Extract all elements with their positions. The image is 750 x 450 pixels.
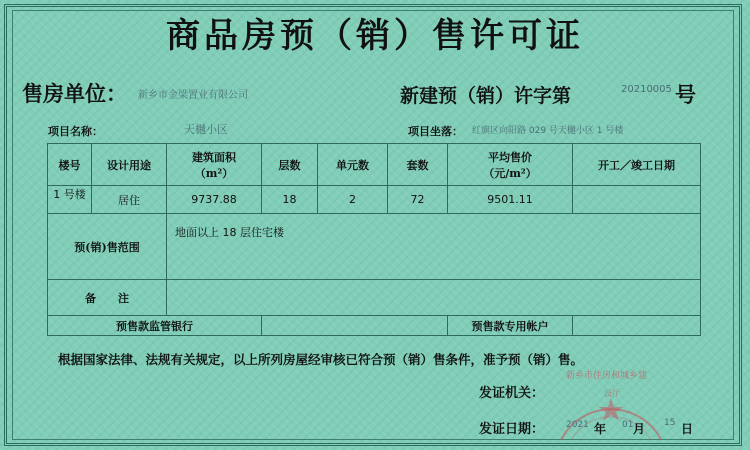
certificate-title: 商品房预（销）售许可证 — [166, 16, 584, 56]
permit-number-prefix: 新建预（销）许字第 — [400, 85, 572, 107]
seller-value: 新乡市金梁置业有限公司 — [138, 90, 248, 101]
header-area-line1: 建筑面积 — [192, 150, 236, 164]
header-design-use: 设计用途 — [92, 144, 167, 186]
header-floors: 层数 — [262, 144, 318, 186]
escrow-account-value — [573, 316, 701, 336]
header-price-line2: （元/m²） — [483, 166, 537, 180]
project-location-label: 项目坐落： — [408, 125, 463, 138]
remarks-row — [48, 280, 701, 316]
presale-scope-row — [48, 214, 701, 280]
header-area-line2: （m²） — [194, 166, 234, 180]
presale-scope-label: 预(销)售范围 — [48, 214, 167, 280]
table-header-row — [48, 144, 701, 186]
cell-start-end-date — [573, 186, 701, 214]
permit-table — [47, 143, 701, 336]
cell-price: 9501.11 — [448, 186, 573, 214]
header-price-line1: 平均售价 — [488, 150, 532, 164]
cell-building-no: 1 号楼 — [48, 186, 92, 214]
cell-floors: 18 — [262, 186, 318, 214]
issue-date-month: 01 — [622, 420, 634, 430]
header-area — [167, 144, 262, 186]
seal-subtext: 设厅 — [604, 389, 620, 398]
table-row — [48, 186, 701, 214]
issue-date-day-unit: 日 — [681, 422, 694, 436]
project-location-value: 红旗区向阳路 029 号天樾小区 1 号楼 — [472, 126, 624, 136]
issue-date-year: 2021 — [566, 420, 589, 430]
header-units: 单元数 — [318, 144, 388, 186]
project-name-label: 项目名称： — [48, 125, 103, 138]
permit-number: 20210005 — [621, 84, 672, 95]
header-building-no: 楼号 — [48, 144, 92, 186]
seller-label: 售房单位： — [22, 81, 127, 106]
issue-date-day: 15 — [664, 418, 676, 428]
escrow-bank-value — [262, 316, 448, 336]
bank-row — [48, 316, 701, 336]
cell-design-use: 居住 — [92, 186, 167, 214]
cell-area: 9737.88 — [167, 186, 262, 214]
escrow-account-label: 预售款专用帐户 — [448, 316, 573, 336]
issue-date-month-unit: 月 — [633, 422, 646, 436]
escrow-bank-label: 预售款监管银行 — [48, 316, 262, 336]
issue-date-label: 发证日期： — [479, 422, 545, 437]
cell-units: 2 — [318, 186, 388, 214]
header-price — [448, 144, 573, 186]
project-name-value: 天樾小区 — [184, 123, 228, 136]
issue-date-year-unit: 年 — [594, 422, 607, 436]
approval-statement: 根据国家法律、法规有关规定，以上所列房屋经审核已符合预（销）售条件，准予预（销）售。 — [58, 352, 584, 367]
issuer-label: 发证机关： — [479, 386, 545, 401]
seal-text: 新乡市住房和城乡建 — [566, 371, 648, 381]
header-sets: 套数 — [388, 144, 448, 186]
cell-sets: 72 — [388, 186, 448, 214]
permit-number-suffix: 号 — [675, 82, 696, 107]
presale-scope-value: 地面以上 18 层住宅楼 — [167, 214, 701, 280]
remarks-label: 备 注 — [48, 280, 167, 316]
remarks-value — [167, 280, 701, 316]
header-start-end-date: 开工／竣工日期 — [573, 144, 701, 186]
